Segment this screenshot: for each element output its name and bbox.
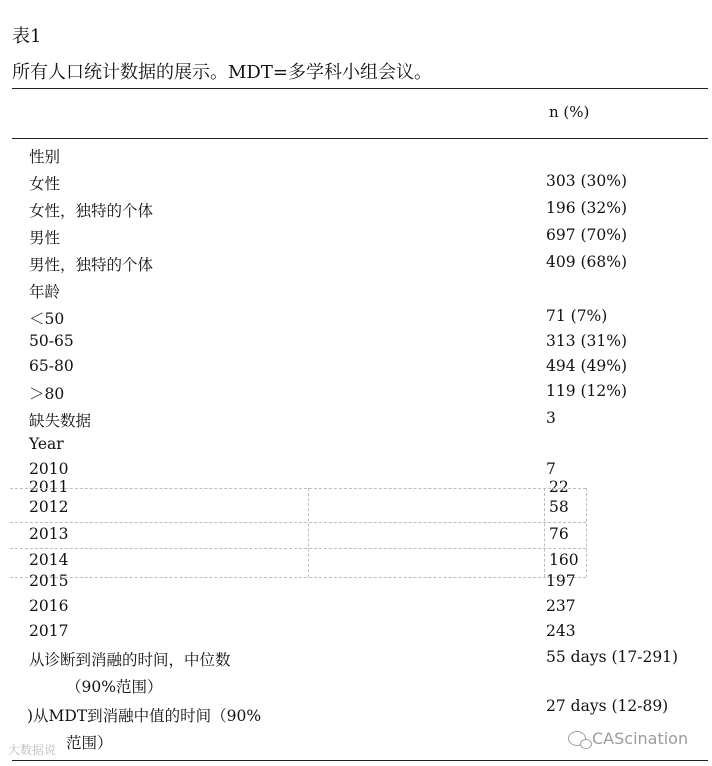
row-label-male: 男性 [29, 229, 61, 247]
overlay-box-bottom [10, 577, 586, 578]
row-label-diagnosis-to-ablation-cont: （90%范围） [66, 678, 163, 696]
overlay-box-right [586, 488, 587, 577]
header-rule [12, 138, 708, 139]
row-value-2010: 7 [546, 460, 556, 478]
row-label-mdt-to-ablation: )从MDT到消融中值的时间（90% [27, 707, 262, 725]
row-label-age-under-50: ＜50 [29, 310, 65, 328]
row-label-2014: 2014 [29, 551, 69, 569]
overlay-box-divider-2 [544, 488, 545, 577]
row-label-missing: 缺失数据 [29, 412, 92, 430]
row-label-year: Year [29, 435, 64, 453]
row-value-2013: 76 [549, 525, 569, 543]
row-label-sex: 性别 [29, 148, 61, 166]
row-label-2016: 2016 [29, 597, 69, 615]
overlay-box-top [10, 488, 586, 489]
row-label-age-over-80: ＞80 [29, 385, 65, 403]
row-value-missing: 3 [546, 409, 556, 427]
row-value-age-50-65: 313 (31%) [546, 332, 628, 350]
watermark-left [8, 741, 56, 758]
row-label-age-50-65: 50-65 [29, 332, 74, 350]
row-value-age-under-50: 71 (7%) [546, 307, 608, 325]
row-value-2011: 22 [549, 478, 569, 496]
bottom-rule [12, 760, 708, 761]
row-label-2017: 2017 [29, 622, 69, 640]
watermark-left-text: 大数据说 [8, 743, 57, 757]
row-label-female: 女性 [29, 175, 61, 193]
row-value-2012: 58 [549, 498, 569, 516]
watermark-right [568, 729, 688, 748]
row-value-age-65-80: 494 (49%) [546, 357, 628, 375]
row-label-mdt-to-ablation-cont: 范围） [66, 734, 113, 752]
row-value-2017: 243 [546, 622, 576, 640]
top-rule [12, 88, 708, 89]
row-value-2016: 237 [546, 597, 576, 615]
wechat-icon [568, 731, 586, 746]
overlay-box-line-1 [10, 522, 586, 523]
watermark-right-text: CAScination [592, 729, 689, 748]
row-label-2015: 2015 [29, 572, 69, 590]
row-label-age-65-80: 65-80 [29, 357, 74, 375]
row-value-age-over-80: 119 (12%) [546, 382, 628, 400]
row-value-male-unique: 409 (68%) [546, 253, 628, 271]
row-label-diagnosis-to-ablation: 从诊断到消融的时间，中位数 [29, 651, 231, 669]
row-label-female-unique: 女性，独特的个体 [29, 202, 154, 220]
row-value-2015: 197 [546, 572, 576, 590]
overlay-box-line-2 [10, 548, 586, 549]
row-value-mdt-to-ablation: 27 days (12-89) [546, 697, 669, 715]
table-title: 表1 [12, 26, 42, 47]
row-value-male: 697 (70%) [546, 226, 628, 244]
row-label-2010: 2010 [29, 460, 69, 478]
row-value-female-unique: 196 (32%) [546, 199, 628, 217]
table-caption: 所有人口统计数据的展示。MDT=多学科小组会议。 [12, 62, 432, 83]
row-value-diagnosis-to-ablation: 55 days (17-291) [546, 648, 679, 666]
row-label-male-unique: 男性，独特的个体 [29, 256, 154, 274]
row-value-2014: 160 [549, 551, 579, 569]
column-header: n (%) [549, 103, 590, 121]
row-value-female: 303 (30%) [546, 172, 628, 190]
overlay-box-divider-1 [308, 488, 309, 577]
row-label-2012: 2012 [29, 498, 69, 516]
row-label-2011: 2011 [29, 478, 69, 496]
row-label-age: 年龄 [29, 283, 61, 301]
row-label-2013: 2013 [29, 525, 69, 543]
